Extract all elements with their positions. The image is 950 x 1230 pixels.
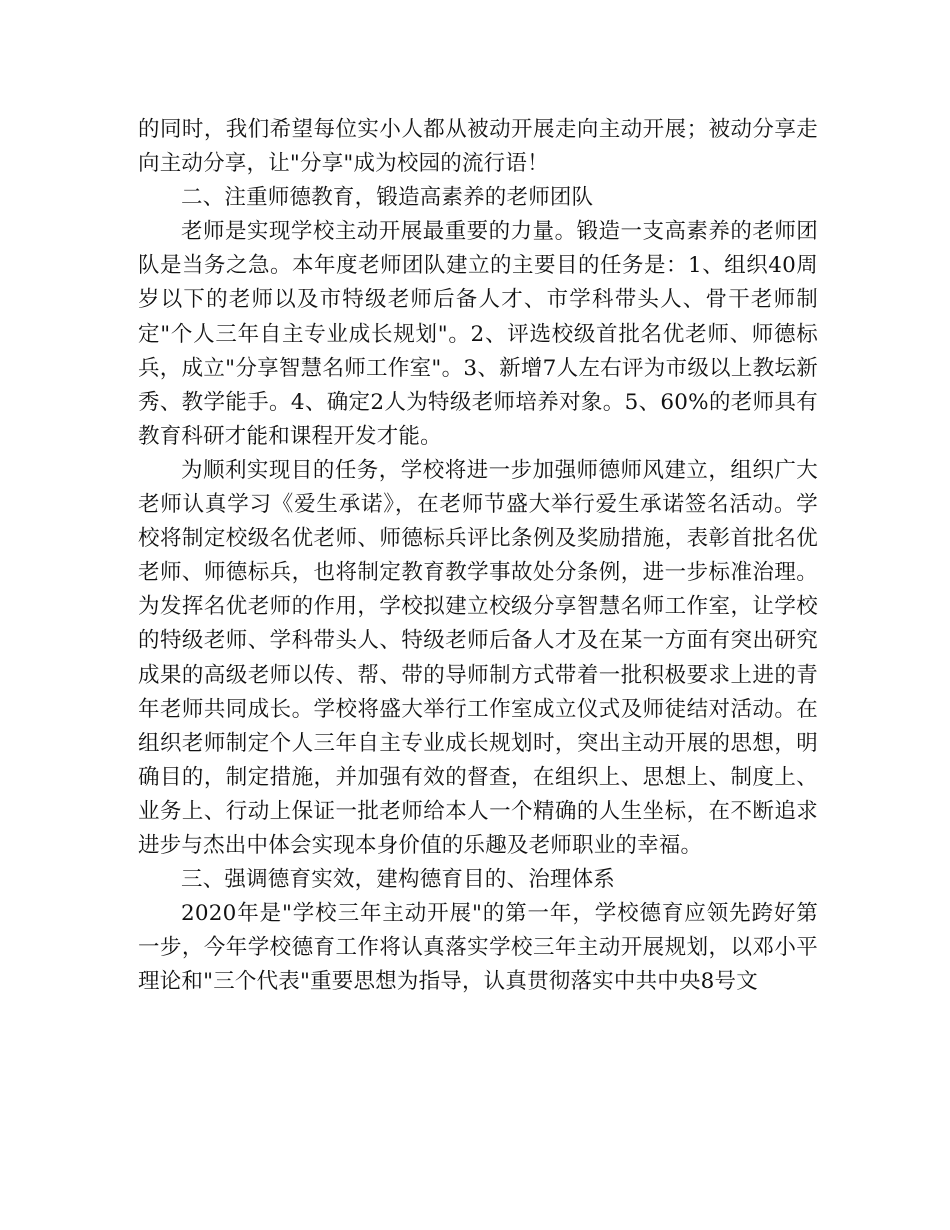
section-heading-teacher-ethics: 二、注重师德教育，锻造高素养的老师团队 bbox=[181, 185, 594, 211]
document-page bbox=[138, 113, 818, 999]
paragraph-teacher-ethics-measures: 为顺利实现目的任务，学校将进一步加强师德师风建立，组织广大老师认真学习《爱生承诺》，在老师节盛大举行爱生承诺签名活动。学校将制定校级名优老师、师德标兵评比条例及奖励措施，表彰首批名优老师、师德标兵，也将制定教育教学事故处分条例，进一步标准治理。为发挥名优老师的作用，学校拟建立校级分享智慧名师工作室，让学校的特级老师、学科带头人、特级老师后备人才及在某一方面有突出研究成果的高级老师以传、帮、带的导师制方式带着一批积极要求上进的青年老师共同成长。学校将盛大举行工作室成立仪式及师徒结对活动。在组织老师制定个人三年自主专业成长规划时，突出主动开展的思想，明确目的，制定措施，并加强有效的督查，在组织上、思想上、制度上、业务上、行动上保证一批老师给本人一个精确的人生坐标，在不断追求进步与杰出中体会实现本身价值的乐趣及老师职业的幸福。 bbox=[138, 457, 818, 858]
paragraph-continuation: 的同时，我们希望每位实小人都从被动开展走向主动开展；被动分享走向主动分享，让"分享"成为校园的流行语！ bbox=[138, 117, 818, 177]
paragraph-moral-education-plan: 2020年是"学校三年主动开展"的第一年，学校德育应领先跨好第一步，今年学校德育工作将认真落实学校三年主动开展规划，以邓小平理论和"三个代表"重要思想为指导，认真贯彻落实中共中央8号文 bbox=[138, 901, 818, 995]
section-heading-moral-education: 三、强调德育实效，建构德育目的、治理体系 bbox=[181, 867, 616, 893]
paragraph-teacher-team-goals: 老师是实现学校主动开展最重要的力量。锻造一支高素养的老师团队是当务之急。本年度老师团队建立的主要目的任务是：1、组织40周岁以下的老师以及市特级老师后备人才、市学科带头人、骨干老师制定"个人三年自主专业成长规划"。2、评选校级首批名优老师、师德标兵，成立"分享智慧名师工作室"。3、新增7人左右评为市级以上教坛新秀、教学能手。4、确定2人为特级老师培养对象。5、60%的老师具有教育科研才能和课程开发才能。 bbox=[138, 219, 818, 449]
